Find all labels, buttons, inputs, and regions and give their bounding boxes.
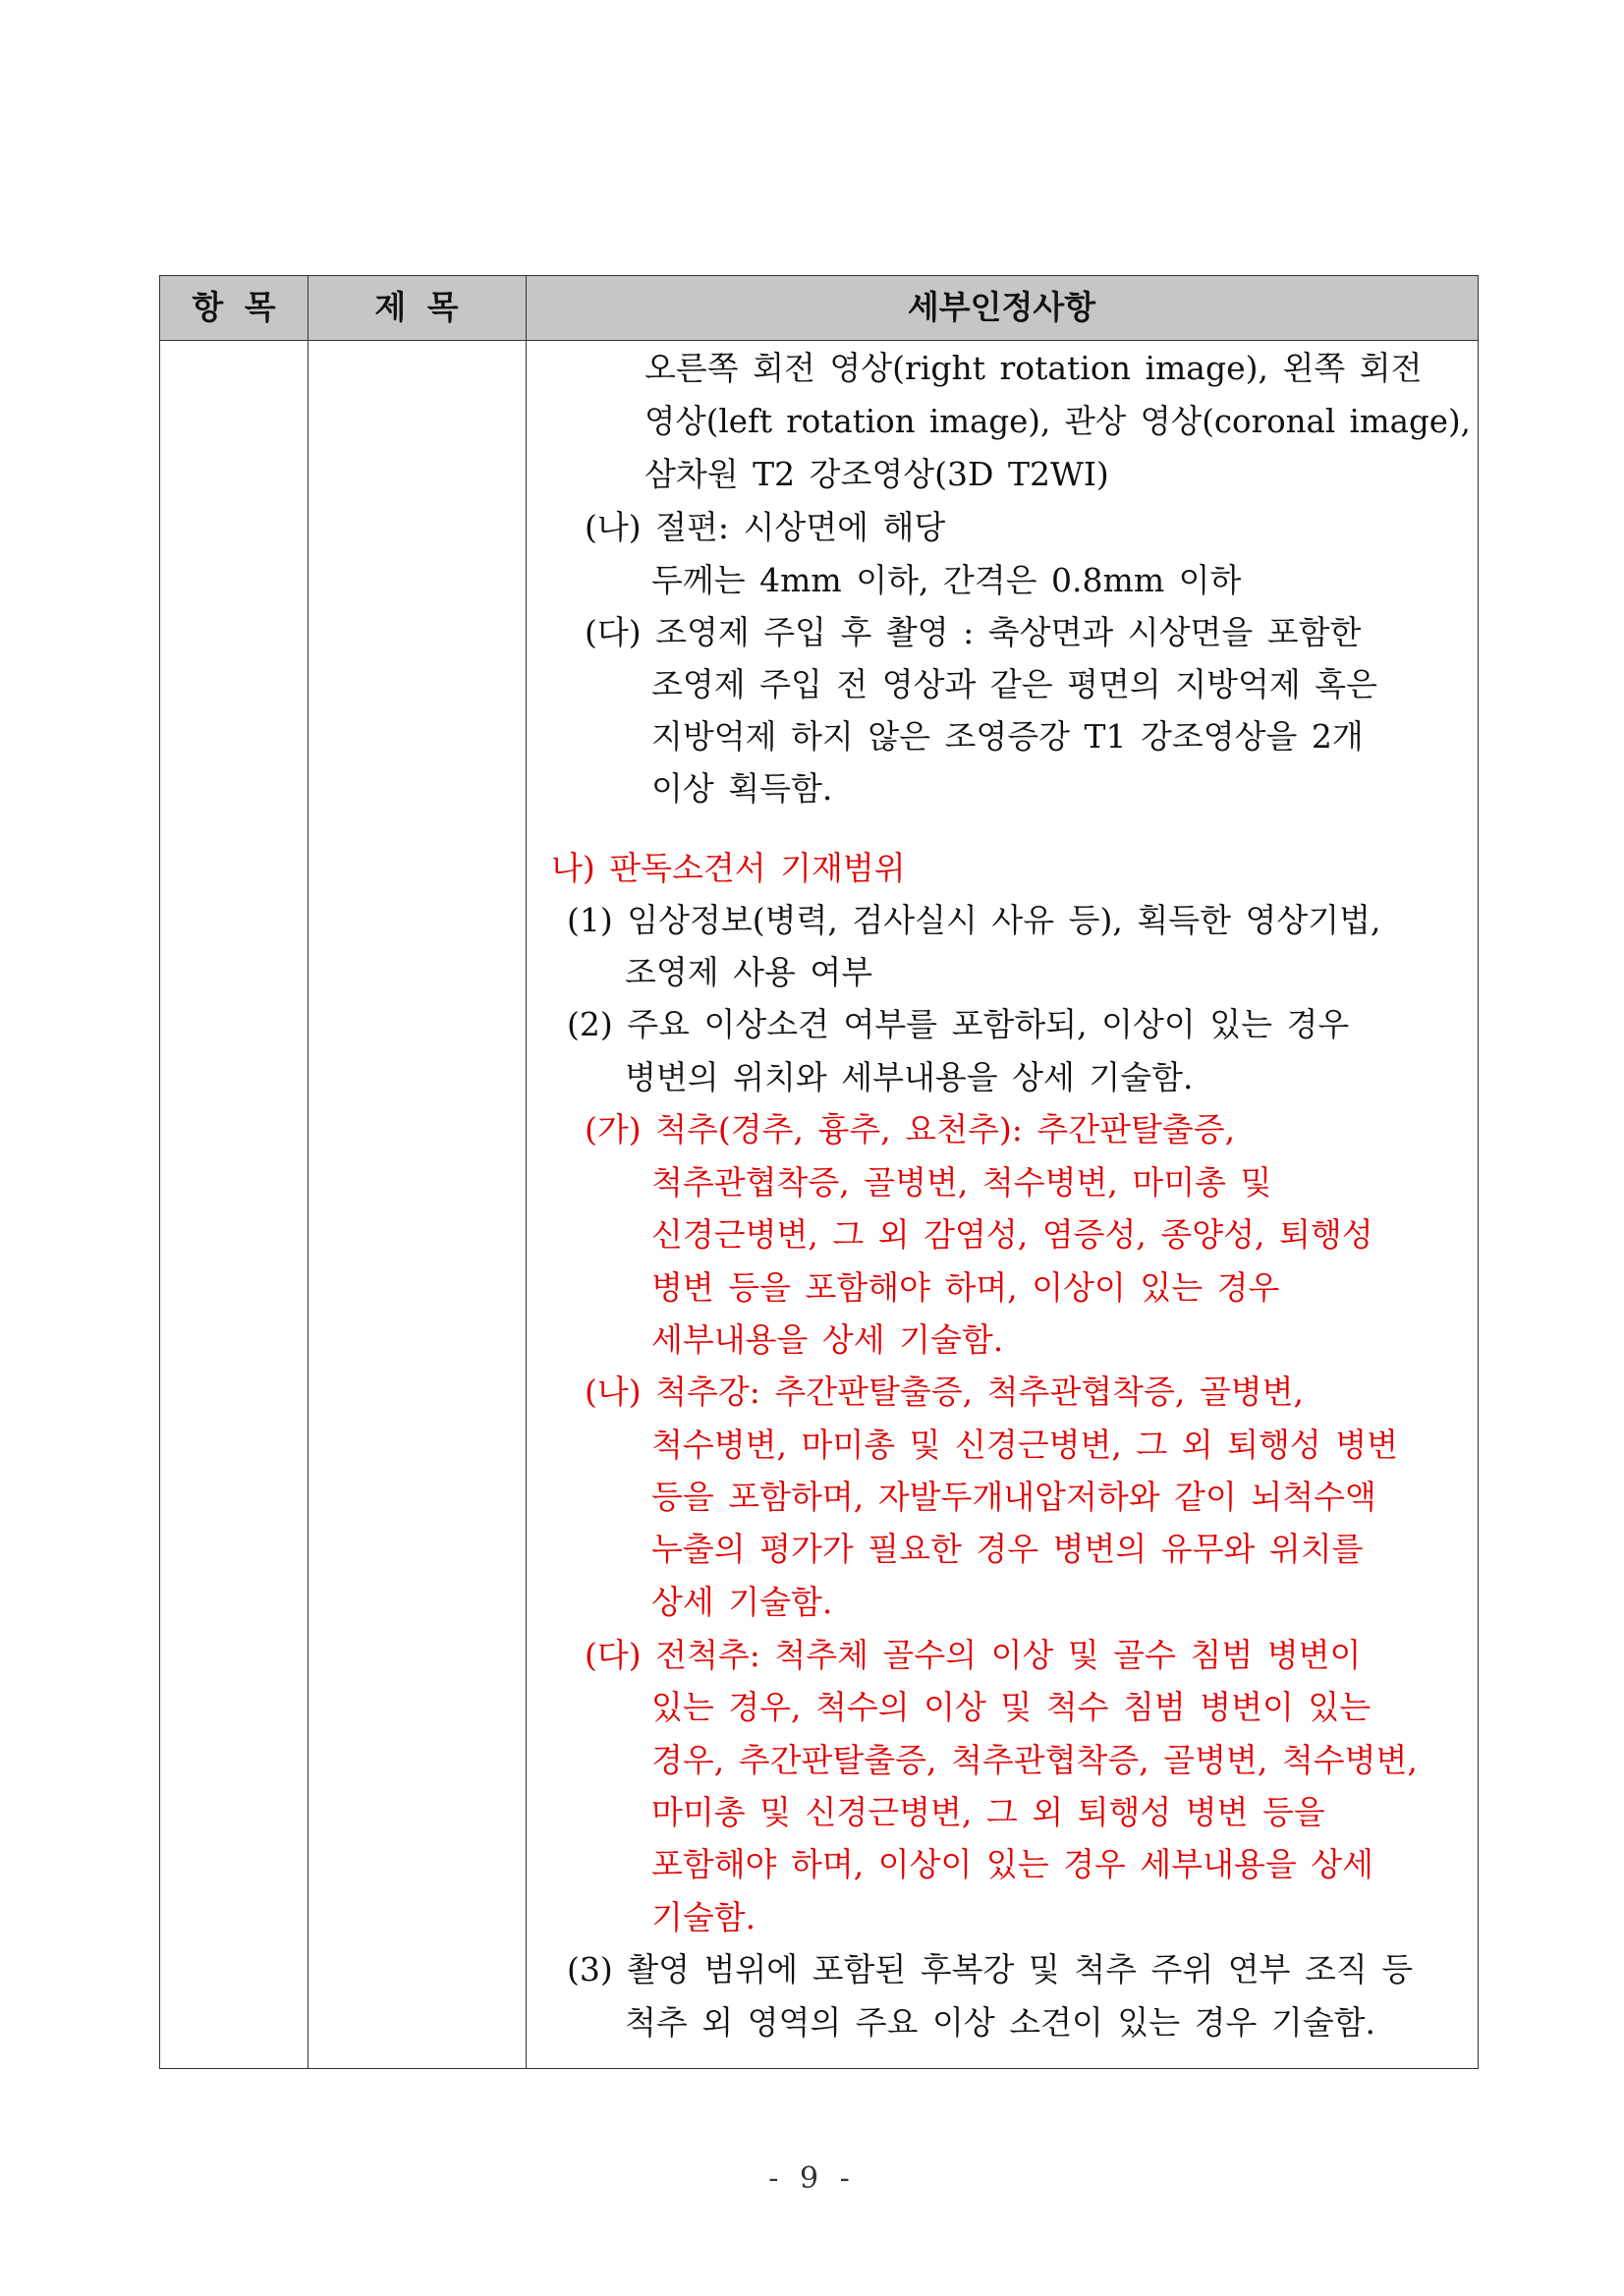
criteria-table [159, 275, 1479, 2069]
detail-line: 조영제 사용 여부 [625, 953, 873, 991]
detail-line: 상세 기술함. [651, 1583, 833, 1621]
detail-line: 병변 등을 포함해야 하며, 이상이 있는 경우 [651, 1268, 1280, 1307]
detail-line: 있는 경우, 척수의 이상 및 척수 침범 병변이 있는 [651, 1688, 1372, 1726]
detail-line: 척수병변, 마미총 및 신경근병변, 그 외 퇴행성 병변 [651, 1426, 1398, 1464]
detail-line: 신경근병변, 그 외 감염성, 염증성, 종양성, 퇴행성 [651, 1215, 1373, 1254]
detail-line: (1) 임상정보(병력, 검사실시 사유 등), 획득한 영상기법, [567, 901, 1381, 939]
detail-line: 경우, 추간판탈출증, 척추관협착증, 골병변, 척수병변, [651, 1741, 1418, 1779]
detail-line: 이상 획득함. [651, 769, 833, 808]
detail-line: (나) 척추강: 추간판탈출증, 척추관협착증, 골병변, [585, 1372, 1304, 1411]
section-heading: 나) 판독소견서 기재범위 [551, 849, 906, 887]
detail-line: 마미총 및 신경근병변, 그 외 퇴행성 병변 등을 [651, 1793, 1325, 1831]
detail-line: 기술함. [651, 1898, 756, 1936]
detail-line: 등을 포함하며, 자발두개내압저하와 같이 뇌척수액 [651, 1478, 1376, 1516]
detail-line: 오른쪽 회전 영상(right rotation image), 왼쪽 회전 [644, 349, 1423, 387]
detail-line: 척추관협착증, 골병변, 척수병변, 마미총 및 [651, 1163, 1272, 1202]
header-title: 제 목 [374, 288, 459, 326]
detail-line: 삼차원 T2 강조영상(3D T2WI) [644, 455, 1109, 493]
detail-line: (3) 촬영 범위에 포함된 후복강 및 척추 주위 연부 조직 등 [567, 1950, 1414, 1988]
detail-line: (다) 전척추: 척추체 골수의 이상 및 골수 침범 병변이 [585, 1636, 1362, 1674]
detail-line: 지방억제 하지 않은 조영증강 T1 강조영상을 2개 [651, 717, 1364, 756]
detail-line: 두께는 4mm 이하, 간격은 0.8mm 이하 [651, 561, 1242, 599]
detail-line: 세부내용을 상세 기술함. [651, 1320, 1004, 1359]
header-item: 항 목 [192, 288, 276, 326]
detail-line: 조영제 주입 전 영상과 같은 평면의 지방억제 혹은 [651, 665, 1377, 703]
detail-line: (2) 주요 이상소견 여부를 포함하되, 이상이 있는 경우 [567, 1005, 1350, 1043]
detail-line: 척추 외 영역의 주요 이상 소견이 있는 경우 기술함. [625, 2003, 1375, 2042]
detail-line: 병변의 위치와 세부내용을 상세 기술함. [625, 1058, 1194, 1096]
column-divider-2 [526, 276, 527, 2068]
table-header-row [160, 276, 1478, 341]
page-number: - 9 - [768, 2161, 856, 2196]
detail-line: 영상(left rotation image), 관상 영상(coronal image), [644, 402, 1471, 440]
detail-line: 누출의 평가가 필요한 경우 병변의 유무와 위치를 [651, 1530, 1364, 1568]
detail-line: (나) 절편: 시상면에 해당 [585, 508, 946, 546]
detail-line: (가) 척추(경추, 흉추, 요천추): 추간판탈출증, [585, 1110, 1236, 1148]
detail-line: (다) 조영제 주입 후 촬영 : 축상면과 시상면을 포함한 [585, 613, 1362, 651]
detail-line: 포함해야 하며, 이상이 있는 경우 세부내용을 상세 [651, 1845, 1373, 1883]
header-details: 세부인정사항 [907, 288, 1096, 326]
